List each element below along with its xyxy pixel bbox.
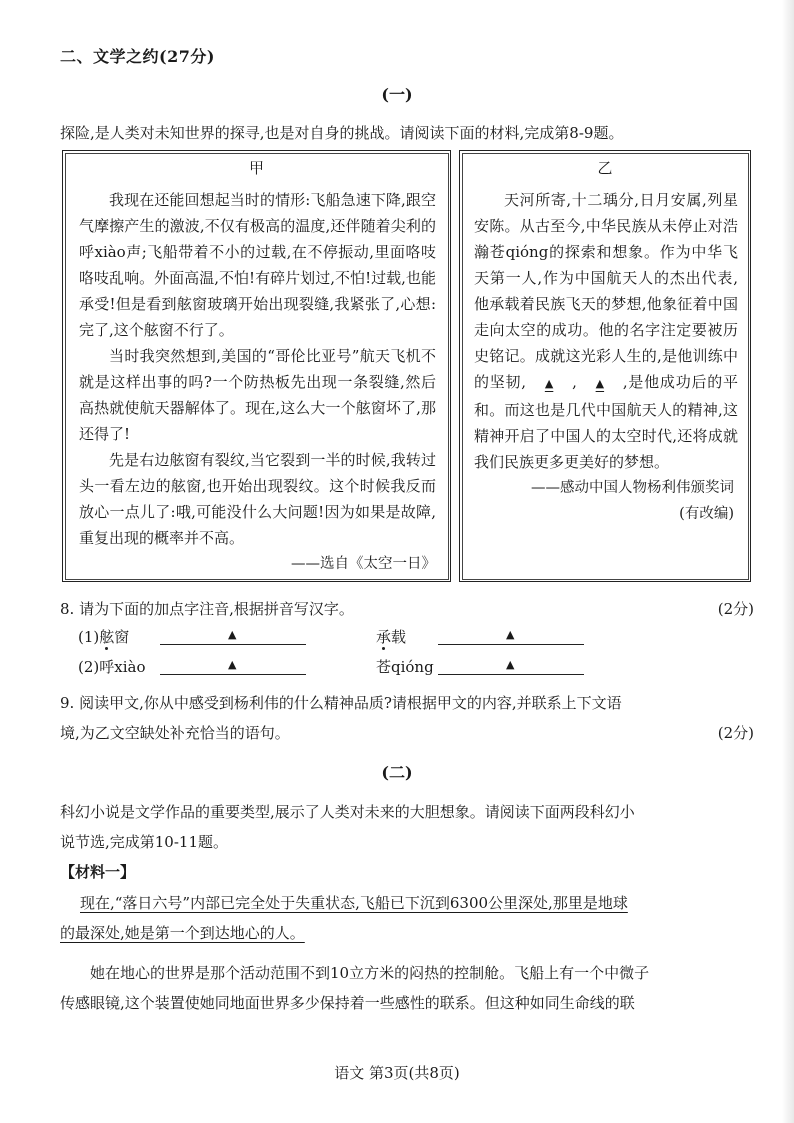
- passage-yi-blank-1[interactable]: ▲: [544, 377, 554, 390]
- passage-yi-blank-2[interactable]: ▲: [595, 377, 605, 390]
- passage-jia-paragraph: 先是右边舷窗有裂纹,当它裂到一半的时候,我转过头一看左边的舷窗,也开始出现裂纹。这个时候我反而放心一点儿了:哦,可能没什么大问题!因为如果是故障,重复出现的概率并不高。: [79, 451, 436, 547]
- material-1-paragraph-line-1: 她在地心的世界是那个活动范围不到10立方米的闷热的控制舱。飞船上有一个中微子: [90, 964, 650, 982]
- passage-yi-text-part1: 天河所寄,十二瑀分,日月安属,列星安陈。从古至今,中华民族从未停止对浩瀚苍qióng的探索和想象。作为中华飞天第一人,作为中国航天人的杰出代表,他承载着民族飞天的梦想,他象征着中国走向太空的成功。他的名字注定要被历史铭记。成就这光彩人生的,是他训练中的坚韧,: [474, 191, 738, 391]
- passage-jia-text: [79, 187, 436, 577]
- q8-item-2-answer-line[interactable]: [438, 626, 584, 645]
- passage-jia-box: [62, 150, 451, 582]
- question-8-score: (2分): [717, 600, 754, 618]
- underlined-sentence-part2: 的最深处,她是第一个到达地心的人。: [60, 924, 305, 942]
- triangle-marker-icon: ▲: [506, 628, 515, 641]
- q8-item-1-dotted-char: 舷: [99, 628, 115, 646]
- q8-item-1-prefix: (1): [78, 628, 100, 646]
- part1-heading: (一): [381, 85, 413, 104]
- material-1-label: 【材料一】: [60, 863, 136, 881]
- q8-item-3-label: [78, 656, 145, 677]
- q8-item-2-dotted-char: 承: [376, 628, 392, 646]
- q8-item-3-prefix: (2): [78, 658, 100, 676]
- material-1-underlined-line-1: [80, 888, 760, 918]
- passage-yi-title: 乙: [597, 159, 613, 177]
- passage-jia-source: ——选自《太空一日》: [291, 556, 436, 572]
- q8-item-3-rest: 呼xiào: [99, 658, 146, 676]
- question-9-line-2: 境,为乙文空缺处补充恰当的语句。: [60, 724, 290, 742]
- q8-item-4-answer-line[interactable]: [438, 656, 584, 675]
- triangle-marker-icon: ▲: [228, 658, 237, 671]
- q8-item-1-label: [78, 626, 129, 647]
- passage-jia-paragraph: 我现在还能回想起当时的情形:飞船急速下降,跟空气摩擦产生的激波,不仅有极高的温度,还伴随着尖利的呼xiào声;飞船带着不小的过载,在不停振动,里面咯吱咯吱乱响。外面高温,不怕!有碎片划过,不怕!过载,也能承受!但是看到舷窗玻璃开始出现裂缝,我紧张了,心想:完了,这个舷窗不行了。: [79, 191, 436, 339]
- passage-yi-note: (有改编): [679, 506, 734, 522]
- scan-edge-shadow: [782, 0, 794, 1123]
- question-9-score: (2分): [717, 724, 754, 742]
- q8-item-1-answer-line[interactable]: [160, 626, 306, 645]
- triangle-marker-icon: ▲: [228, 628, 237, 641]
- passage-yi-comma: ,: [572, 373, 577, 391]
- section-title: 二、文学之约(27分): [60, 47, 215, 66]
- q8-item-4-rest: 苍qióng: [376, 658, 434, 676]
- triangle-marker-icon: ▲: [506, 658, 515, 671]
- passage-yi-box: [459, 150, 751, 582]
- passage-jia-paragraph: 当时我突然想到,美国的“哥伦比亚号”航天飞机不就是这样出事的吗?一个防热板先出现一条裂缝,然后高热就使航天器解体了。现在,这么大一个舷窗坏了,那还得了!: [79, 347, 436, 443]
- page-footer: 语文 第3页(共8页): [334, 1064, 460, 1082]
- q8-item-1-rest: 窗: [114, 628, 130, 646]
- question-8: 8. 请为下面的加点字注音,根据拼音写汉字。: [60, 600, 354, 618]
- part2-intro-line-1: 科幻小说是文学作品的重要类型,展示了人类对未来的大胆想象。请阅读下面两段科幻小: [60, 803, 635, 821]
- part2-heading: (二): [381, 763, 413, 782]
- q8-item-3-answer-line[interactable]: [160, 656, 306, 675]
- q8-item-2-rest: 载: [391, 628, 407, 646]
- question-9-line-1: 9. 阅读甲文,你从中感受到杨利伟的什么精神品质?请根据甲文的内容,并联系上下文语: [60, 694, 622, 712]
- part1-intro: 探险,是人类对未知世界的探寻,也是对自身的挑战。请阅读下面的材料,完成第8-9题。: [60, 124, 624, 142]
- q8-item-2-label: [376, 626, 406, 647]
- passage-jia-title: 甲: [248, 159, 264, 177]
- q8-item-4-label: [376, 656, 434, 677]
- part2-intro-line-2: 说节选,完成第10-11题。: [60, 833, 229, 851]
- material-1-underlined-line-2: [60, 918, 760, 948]
- passage-yi-source: ——感动中国人物杨利伟颁奖词: [531, 480, 734, 496]
- underlined-sentence-part1: 现在,“落日六号”内部已完全处于失重状态,飞船已下沉到6300公里深处,那里是地球: [80, 894, 628, 912]
- material-1-paragraph-line-2: 传感眼镜,这个装置使她同地面世界多少保持着一些感性的联系。但这种如同生命线的联: [60, 994, 635, 1012]
- passage-yi-text-part2: ,是他成功后的平和。而这也是几代中国航天人的精神,这精神开启了中国人的太空时代,还将成就我们民族更多更美好的梦想。: [474, 373, 738, 471]
- passage-yi-text: [474, 187, 738, 527]
